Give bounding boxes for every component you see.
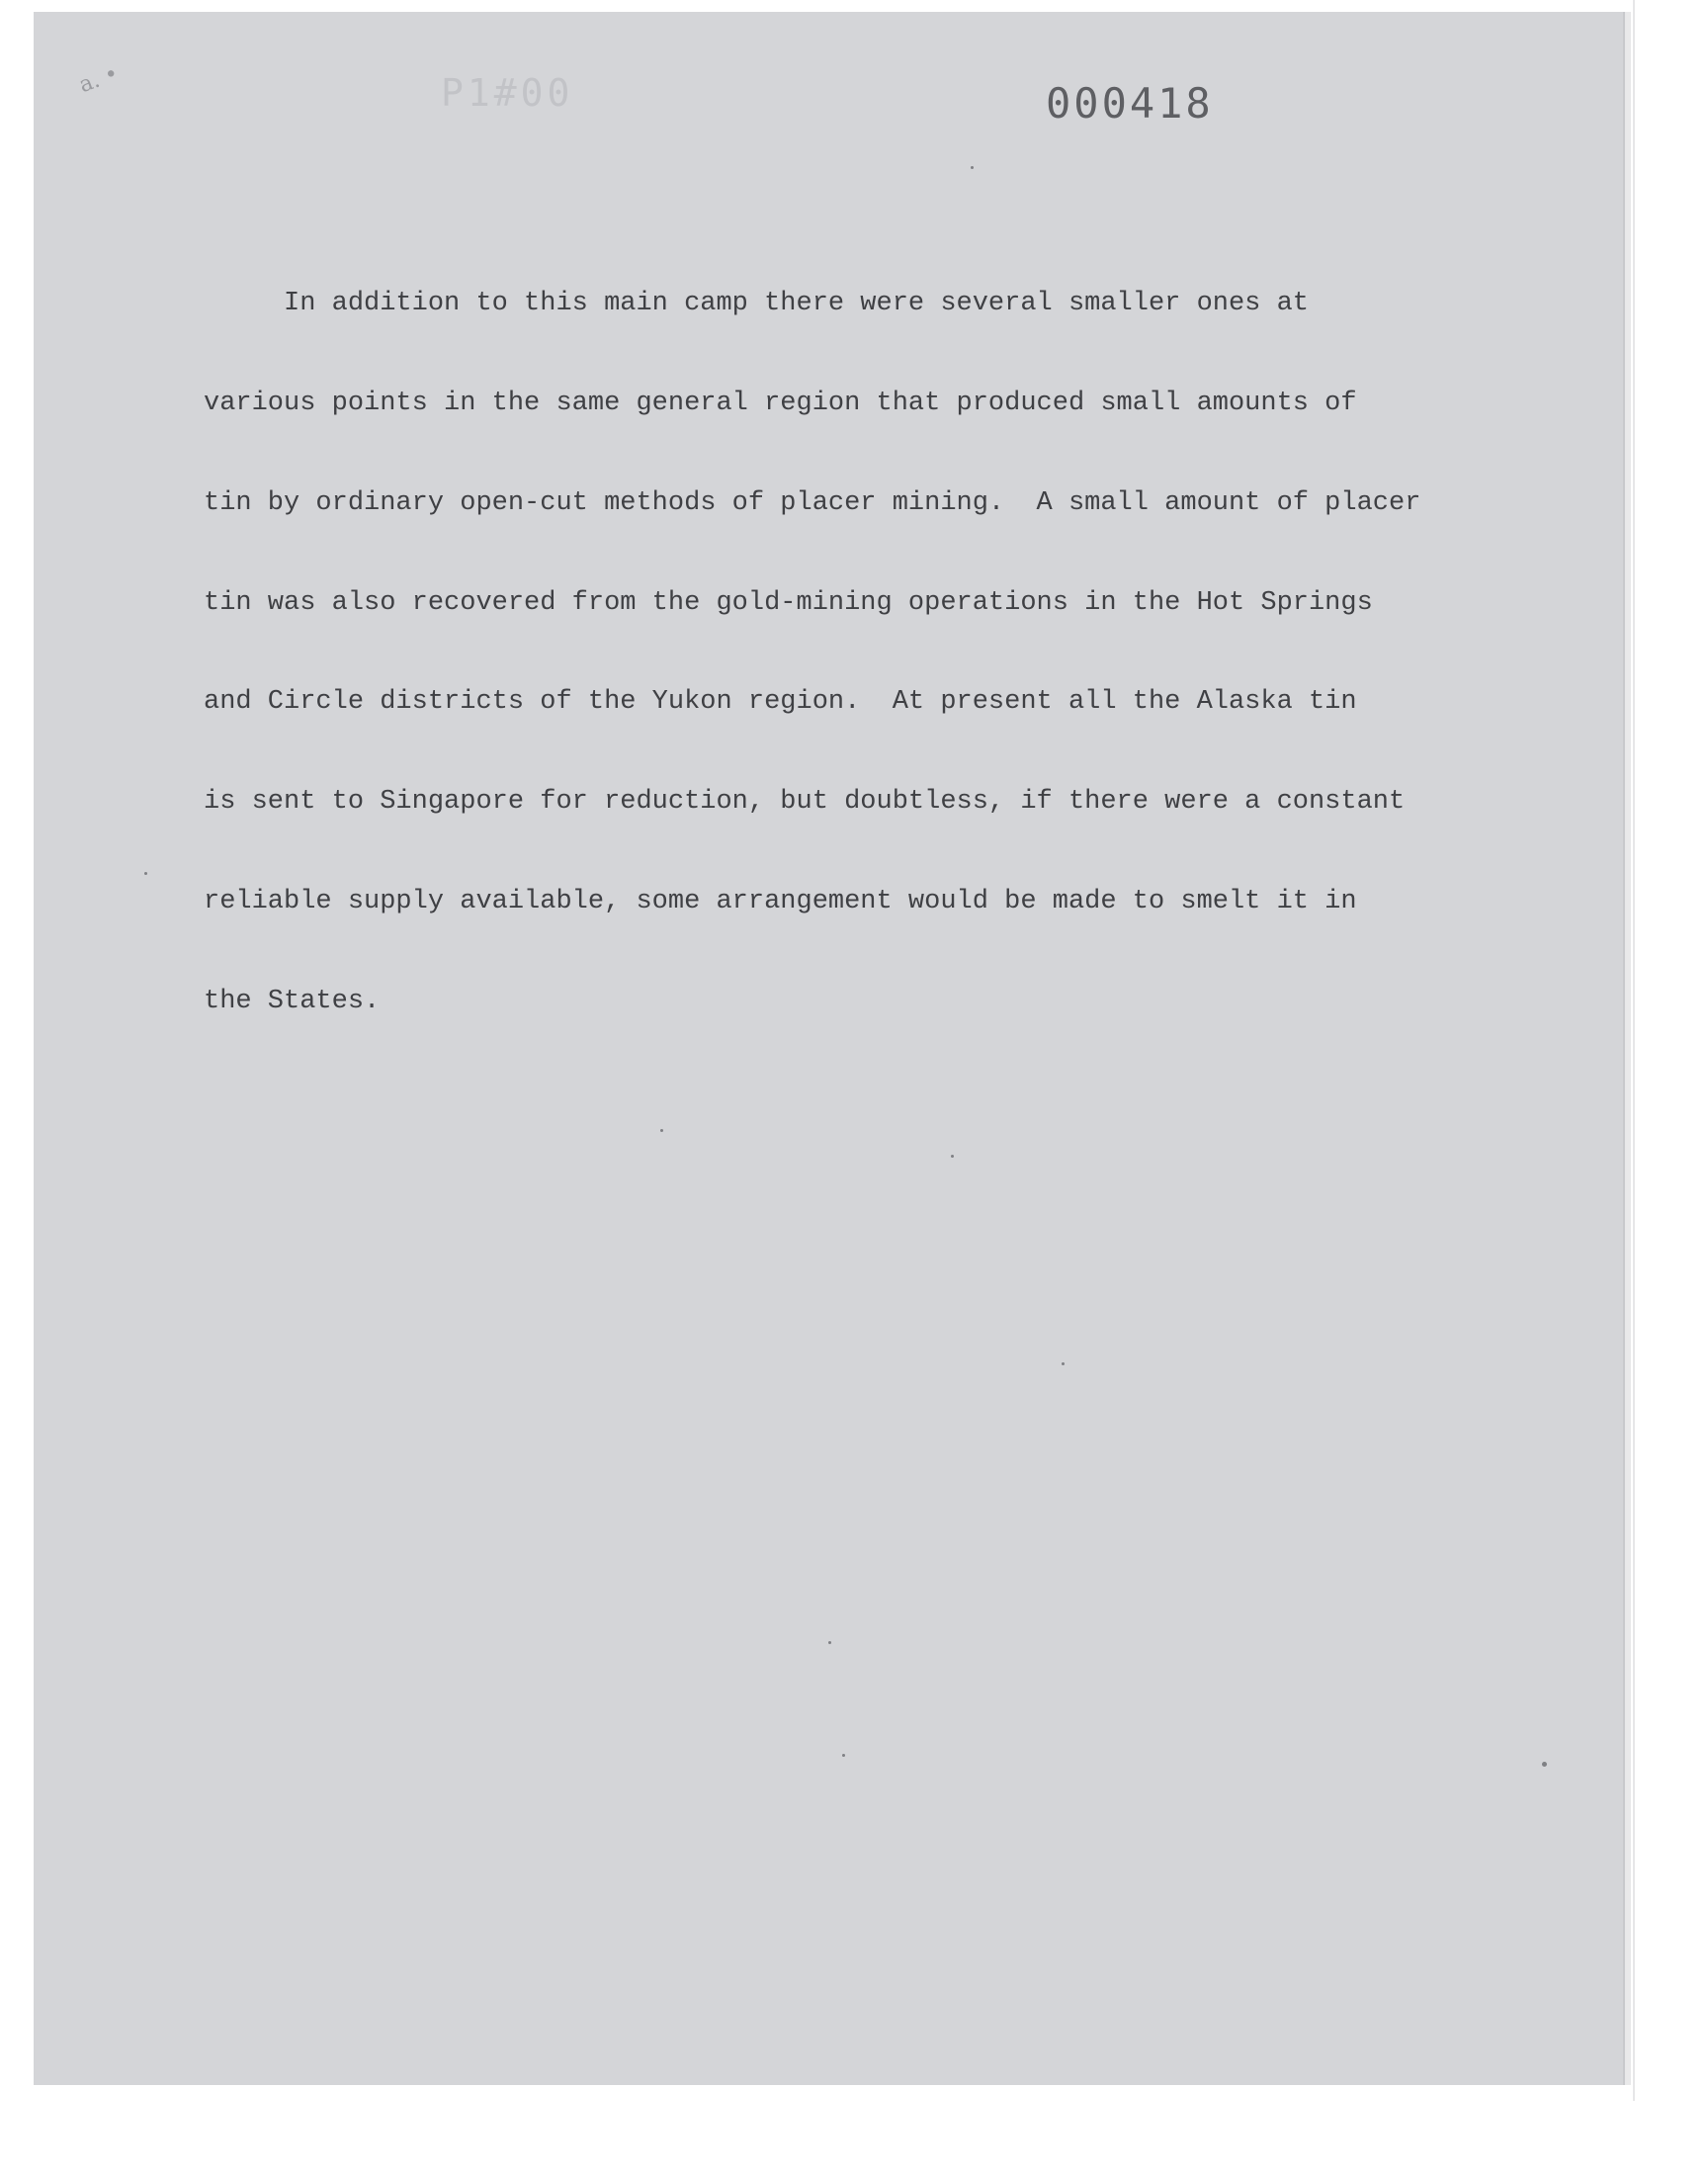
text-line: and Circle districts of the Yukon region. At present all the Alaska tin	[204, 687, 1357, 718]
bleed-through-number: P1#00	[441, 71, 574, 115]
text-line: is sent to Singapore for reduction, but doubtless, if there were a constant	[204, 787, 1406, 818]
text-line: various points in the same general region that produced small amounts of	[204, 388, 1357, 418]
paper-speck	[828, 1641, 831, 1644]
corner-mark: a. •	[75, 60, 123, 99]
paper-speck	[842, 1754, 845, 1757]
paper-speck	[1062, 1362, 1065, 1365]
paper-speck	[660, 1129, 663, 1132]
body-paragraph	[204, 221, 1489, 1085]
text-line: In addition to this main camp there were several smaller ones at	[204, 289, 1309, 319]
page-edge	[1633, 0, 1635, 2101]
text-line: the States.	[204, 986, 381, 1016]
paper-speck	[951, 1155, 954, 1158]
paper-speck	[144, 872, 147, 875]
paper-speck	[971, 166, 974, 169]
text-line: reliable supply available, some arrangement would be made to smelt it in	[204, 886, 1357, 916]
page-number: 000418	[1046, 79, 1214, 128]
text-line: tin was also recovered from the gold-mining operations in the Hot Springs	[204, 587, 1373, 618]
paper-speck	[1542, 1762, 1547, 1767]
text-line: tin by ordinary open-cut methods of placer mining. A small amount of placer	[204, 487, 1421, 518]
